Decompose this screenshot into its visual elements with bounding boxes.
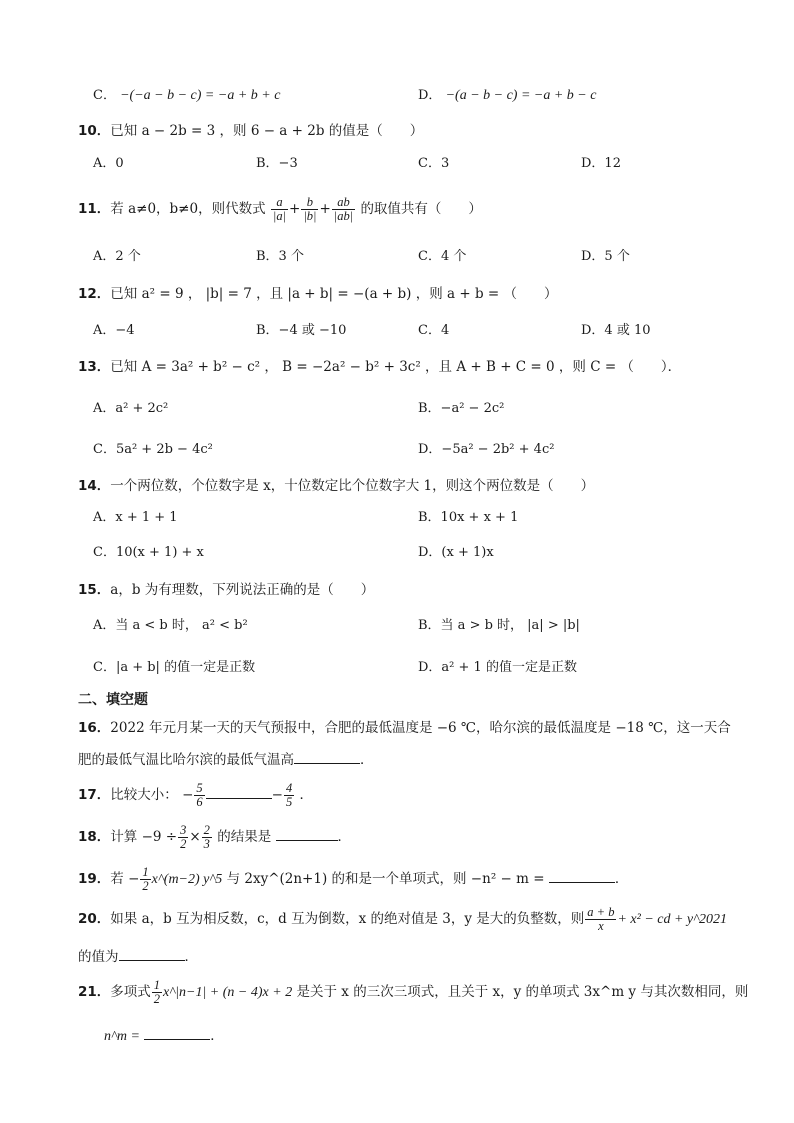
question-text: 已知 a² = 9 ， |b| = 7 ，且 |a + b| = −(a + b) ，则 a + b = （ ） [110, 286, 558, 302]
question-21-line2 [104, 1025, 224, 1047]
question-14-stem [78, 476, 594, 496]
question-number: 15． [78, 582, 111, 598]
denominator: x [598, 919, 604, 933]
q10-option-b: B．−3 [256, 156, 298, 171]
fraction [284, 782, 294, 809]
question-17-stem [78, 778, 313, 812]
question-text: 如果 a，b 互为相反数，c，d 互为倒数，x 的绝对值是 3，y 是大的负整数，则 [110, 911, 585, 927]
question-10-stem [78, 121, 423, 141]
answer-blank[interactable] [549, 868, 615, 883]
q13-option-b: B．−a² − 2c² [418, 401, 505, 416]
fraction [152, 979, 162, 1006]
denominator: 2 [153, 992, 161, 1006]
question-text: a，b 为有理数，下列说法正确的是（ ） [110, 582, 375, 598]
q10-option-d: D．12 [581, 156, 621, 171]
question-number: 11． [78, 201, 111, 217]
numerator: 4 [285, 781, 293, 795]
question-text: 的取值共有（ ） [360, 201, 482, 217]
plus-sign: + [289, 201, 301, 217]
numerator: a + b [587, 905, 615, 919]
question-number: 19． [78, 871, 111, 887]
q12-option-a: A．−4 [93, 323, 135, 338]
option-label: C． [93, 88, 116, 103]
fraction [332, 196, 355, 223]
q13-option-d: D．−5a² − 2b² + 4c² [418, 442, 555, 457]
q12-option-b: B．−4 或 −10 [256, 323, 347, 338]
fraction [271, 196, 288, 223]
question-text: 的结果是 [217, 829, 272, 845]
minus-sign: − [182, 787, 194, 803]
expression: n^m = [104, 1029, 140, 1044]
question-text: 与 2xy^(2n+1) 的和是一个单项式，则 −n² − m = [226, 871, 545, 887]
fraction [585, 906, 616, 933]
punctuation: ． [337, 829, 351, 845]
monomial: x^(m−2) y^5 [151, 872, 223, 887]
section-title: 二、填空题 [78, 692, 148, 708]
expression: x^|n−1| + (n − 4)x + 2 [163, 985, 293, 1000]
question-number: 18． [78, 829, 111, 845]
numerator: ab [332, 196, 355, 210]
q12-option-c: C．4 [418, 323, 450, 338]
numerator: a [271, 196, 288, 210]
question-number: 14． [78, 478, 111, 494]
question-text: 比较大小： [110, 787, 178, 803]
denominator: |b| [303, 209, 317, 223]
answer-blank[interactable] [119, 946, 185, 961]
punctuation: ． [360, 752, 374, 768]
q9-option-c [93, 86, 280, 106]
question-11-stem [78, 192, 482, 226]
question-number: 13． [78, 359, 111, 375]
numerator: b [301, 196, 318, 210]
q11-option-b: B．3 个 [256, 249, 304, 264]
times-sign: × [189, 829, 201, 845]
question-text: 已知 a − 2b = 3 ，则 6 − a + 2b 的值是（ ） [110, 123, 424, 139]
punctuation: ． [299, 787, 314, 803]
answer-blank[interactable] [206, 784, 272, 799]
question-number: 10． [78, 123, 111, 139]
fraction [178, 824, 188, 851]
option-expression: −(−a − b − c) = −a + b + c [120, 88, 281, 103]
q11-option-a: A．2 个 [93, 249, 141, 264]
denominator: 2 [142, 879, 149, 893]
q15-option-d: D．a² + 1 的值一定是正数 [418, 660, 577, 675]
answer-blank[interactable] [144, 1025, 210, 1040]
denominator: |ab| [333, 209, 354, 223]
question-19-stem [78, 862, 628, 897]
fraction [202, 824, 212, 851]
q13-option-c: C．5a² + 2b − 4c² [93, 442, 213, 457]
question-text: 肥的最低气温比哈尔滨的最低气温高 [78, 752, 294, 768]
question-21-line1 [78, 975, 748, 1010]
question-text: 若 − [110, 871, 140, 887]
question-text: 2022 年元月某一天的天气预报中，合肥的最低温度是 −6 ℃，哈尔滨的最低温度是 −18 ℃，这一天合 [110, 720, 731, 736]
fraction [140, 866, 150, 893]
question-text: 一个两位数，个位数字是 x，十位数定比个位数字大 1，则这个两位数是（ ） [110, 478, 595, 494]
punctuation: ． [210, 1028, 224, 1044]
q11-option-d: D．5 个 [581, 249, 630, 264]
question-number: 12． [78, 286, 111, 302]
answer-blank[interactable] [276, 826, 338, 841]
option-expression: −(a − b − c) = −a + b − c [445, 88, 597, 103]
question-13-stem [78, 357, 681, 377]
q12-option-d: D．4 或 10 [581, 323, 651, 338]
numerator: 3 [180, 823, 187, 837]
numerator: 1 [153, 978, 161, 992]
question-18-stem [78, 820, 351, 854]
punctuation: ． [614, 871, 629, 887]
denominator: 6 [196, 795, 203, 809]
denominator: 2 [180, 837, 187, 851]
question-16-line1 [78, 718, 731, 738]
option-label: D． [418, 88, 442, 103]
answer-blank[interactable] [294, 749, 360, 764]
fraction [301, 196, 318, 223]
question-text: 若 a≠0，b≠0，则代数式 [110, 201, 266, 217]
numerator: 5 [196, 781, 203, 795]
question-20-line2 [78, 946, 198, 967]
q14-option-d: D．(x + 1)x [418, 545, 494, 560]
question-text: 的值为 [78, 949, 119, 965]
q15-option-c: C．|a + b| 的值一定是正数 [93, 660, 256, 675]
question-text: 已知 A = 3a² + b² − c² ， B = −2a² − b² + 3c² ，且 A + B + C = 0 ，则 C = （ ）． [110, 359, 682, 375]
question-15-stem [78, 580, 374, 600]
fraction [194, 782, 204, 809]
numerator: 1 [142, 865, 149, 879]
q14-option-a: A．x + 1 + 1 [93, 510, 178, 525]
denominator: 5 [285, 795, 293, 809]
question-text: 多项式 [110, 984, 151, 1000]
q13-option-a: A．a² + 2c² [93, 401, 169, 416]
question-text: 是关于 x 的三次三项式，且关于 x，y 的单项式 3x^m y 与其次数相同，则 [296, 984, 749, 1000]
q15-option-a: A．当 a < b 时， a² < b² [93, 618, 248, 633]
q11-option-c: C．4 个 [418, 249, 467, 264]
question-12-stem [78, 284, 557, 304]
q10-option-a: A．0 [93, 156, 124, 171]
minus-sign: − [271, 787, 283, 803]
numerator: 2 [203, 823, 210, 837]
question-number: 21． [78, 984, 111, 1000]
question-text: 计算 −9 ÷ [110, 829, 178, 845]
q14-option-c: C．10(x + 1) + x [93, 545, 204, 560]
q15-option-b: B．当 a > b 时， |a| > |b| [418, 618, 580, 633]
question-number: 16． [78, 720, 111, 736]
question-number: 20． [78, 911, 111, 927]
expression: + x² − cd + y^2021 [617, 912, 728, 927]
q14-option-b: B．10x + x + 1 [418, 510, 519, 525]
plus-sign: + [319, 201, 331, 217]
question-number: 17． [78, 787, 111, 803]
q10-option-c: C．3 [418, 156, 450, 171]
q9-option-d [418, 86, 596, 106]
question-20-line1 [78, 902, 727, 937]
denominator: 3 [203, 837, 210, 851]
punctuation: ． [184, 949, 198, 965]
question-16-line2 [78, 749, 374, 770]
denominator: |a| [272, 209, 287, 223]
